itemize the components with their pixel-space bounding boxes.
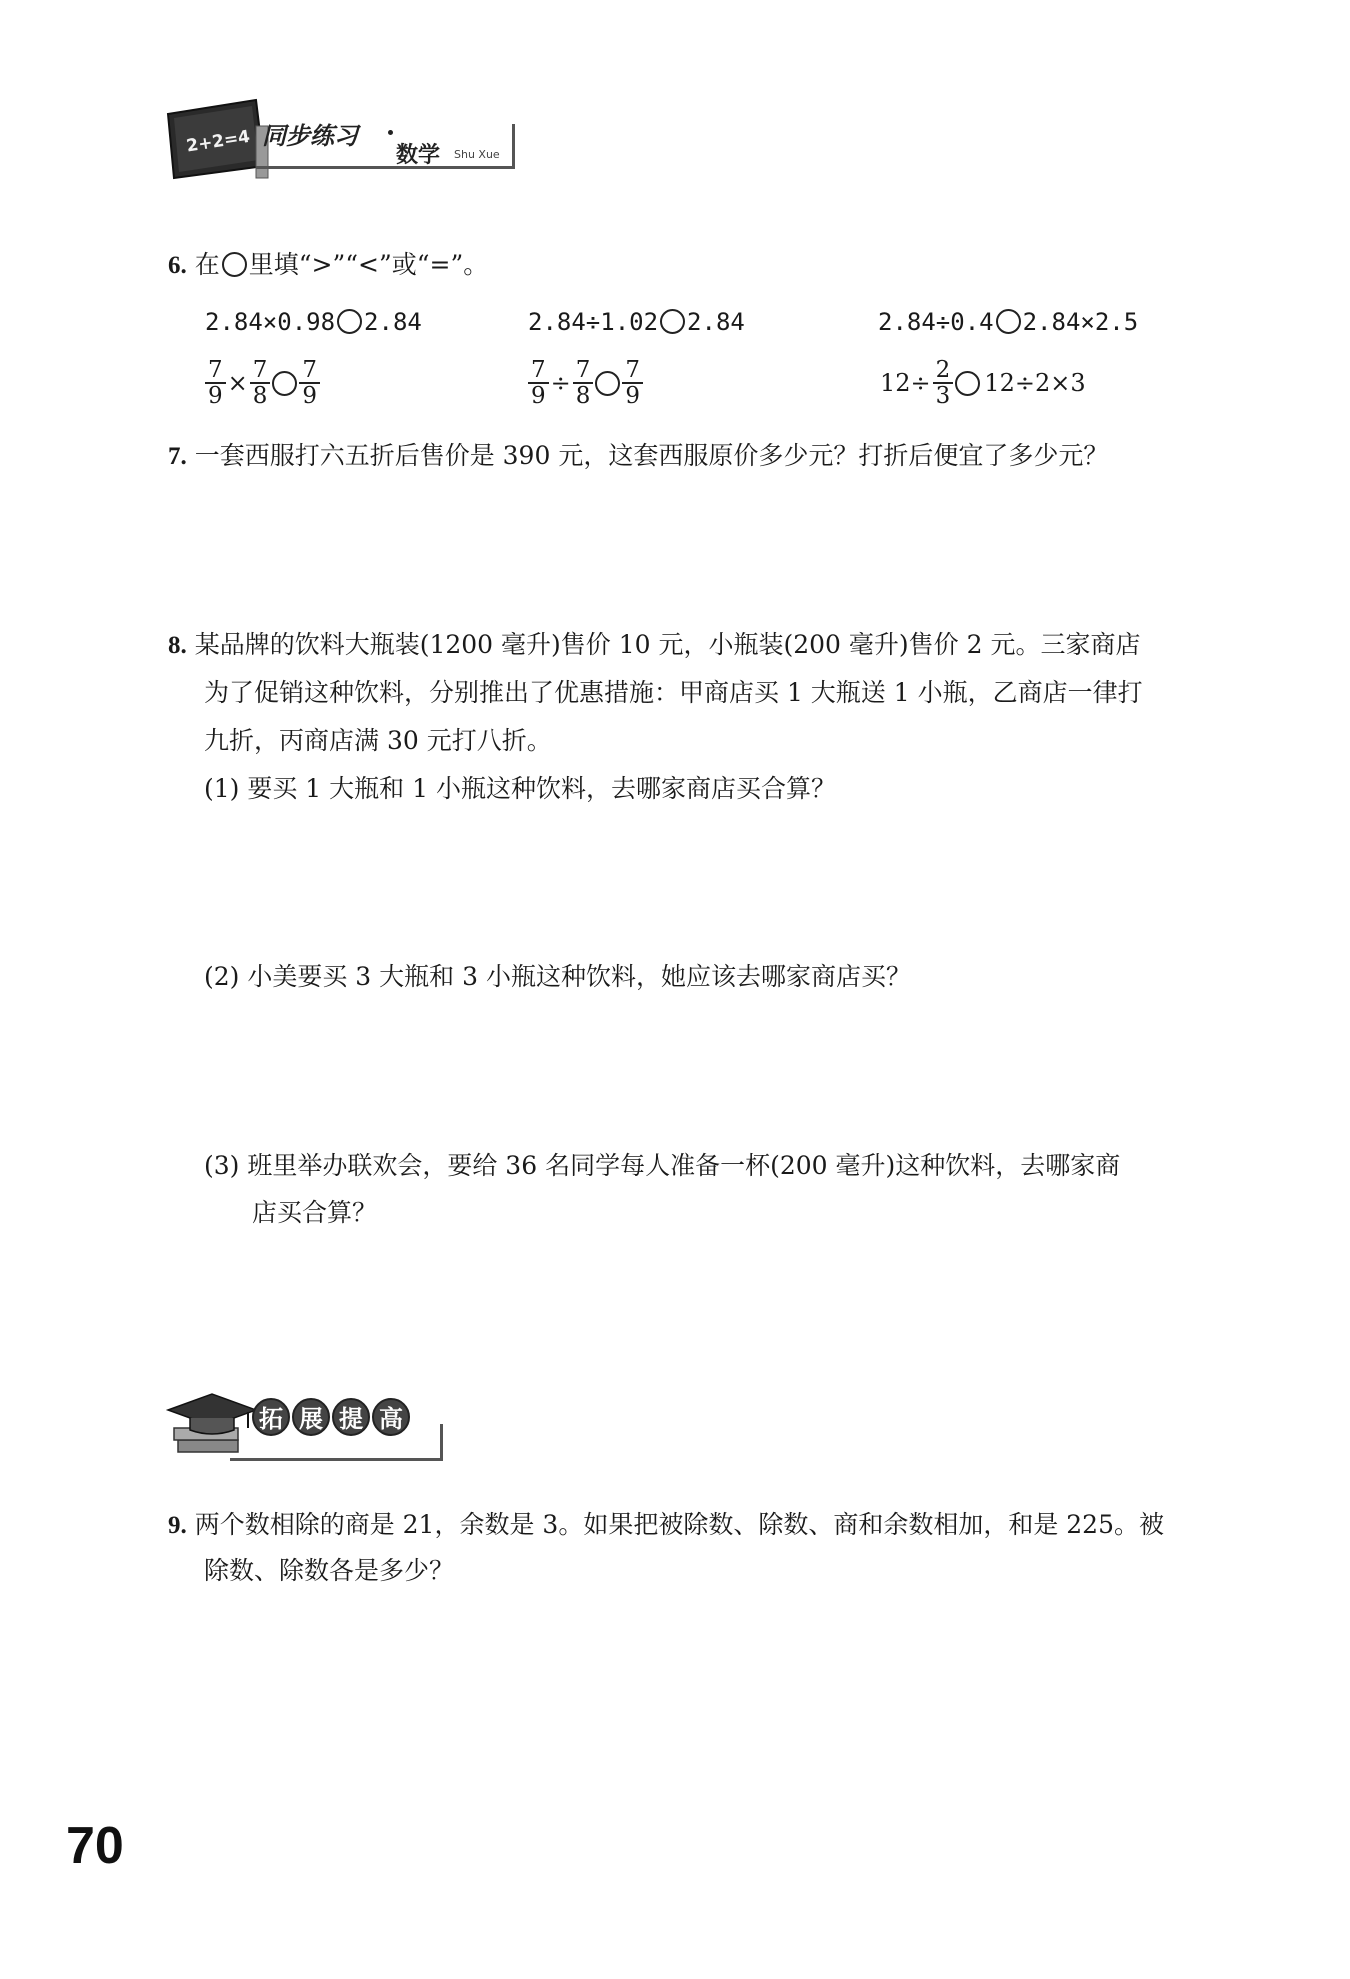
question-number: 9. bbox=[168, 1512, 187, 1539]
question-8-line2: 为了促销这种饮料，分别推出了优惠措施：甲商店买 1 大瓶送 1 小瓶，乙商店一律打 bbox=[204, 678, 1143, 707]
answer-circle[interactable] bbox=[272, 371, 297, 396]
fraction: $\frac{7}{9}$ bbox=[205, 358, 226, 408]
fraction: $\frac{2}{3}$ bbox=[933, 358, 954, 408]
expr-left: 12÷ bbox=[880, 369, 931, 398]
q6-row1-item2 bbox=[528, 309, 745, 334]
answer-circle[interactable] bbox=[595, 371, 620, 396]
fraction: $\frac{7}{9}$ bbox=[528, 358, 549, 408]
question-text-pre: 在 bbox=[194, 250, 220, 279]
question-6 bbox=[168, 252, 488, 278]
answer-circle[interactable] bbox=[660, 309, 685, 334]
fraction: $\frac{7}{9}$ bbox=[299, 358, 320, 408]
expr-right: 2.84×2.5 bbox=[1022, 308, 1139, 336]
q6-row2-item1 bbox=[205, 358, 320, 408]
fraction: $\frac{7}{8}$ bbox=[250, 358, 271, 408]
section-char: 高 bbox=[372, 1398, 410, 1436]
expr-left: 2.84÷1.02 bbox=[528, 308, 659, 336]
answer-circle[interactable] bbox=[337, 309, 362, 334]
question-number: 7. bbox=[168, 443, 187, 470]
fraction: $\frac{7}{8}$ bbox=[573, 358, 594, 408]
question-8-sub3-line1: (3) 班里举办联欢会，要给 36 名同学每人准备一杯(200 毫升)这种饮料，去哪家商 bbox=[204, 1151, 1121, 1180]
question-8-sub1: (1) 要买 1 大瓶和 1 小瓶这种饮料，去哪家商店买合算？ bbox=[204, 774, 836, 803]
section-char: 拓 bbox=[252, 1398, 290, 1436]
q6-row1-item3 bbox=[878, 309, 1138, 334]
q6-row2-item2 bbox=[528, 358, 643, 408]
question-9 bbox=[168, 1512, 1164, 1538]
answer-circle[interactable] bbox=[222, 252, 247, 277]
answer-circle[interactable] bbox=[955, 371, 980, 396]
expr-left: 2.84÷0.4 bbox=[878, 308, 994, 336]
header-dot bbox=[388, 130, 393, 135]
question-text: 一套西服打六五折后售价是 390 元，这套西服原价多少元？打折后便宜了多少元？ bbox=[194, 441, 1109, 470]
q6-row2-item3 bbox=[878, 358, 1088, 408]
section-char: 展 bbox=[292, 1398, 330, 1436]
header-subject: 数学 bbox=[396, 143, 441, 168]
operator: ÷ bbox=[550, 369, 571, 398]
expr-left: 2.84×0.98 bbox=[205, 308, 336, 336]
question-number: 8. bbox=[168, 632, 187, 659]
answer-circle[interactable] bbox=[996, 309, 1021, 334]
q6-row1-item1 bbox=[205, 309, 422, 334]
question-8-sub2: (2) 小美要买 3 大瓶和 3 小瓶这种饮料，她应该去哪家商店买？ bbox=[204, 962, 911, 991]
expr-right: 2.84 bbox=[687, 308, 745, 336]
header-pinyin: Shu Xue bbox=[454, 148, 500, 161]
section-title bbox=[252, 1398, 412, 1436]
header-banner bbox=[160, 96, 520, 180]
operator: × bbox=[227, 369, 248, 398]
question-8-sub3-line2: 店买合算？ bbox=[252, 1198, 378, 1227]
question-8 bbox=[168, 632, 1140, 658]
expr-right: 12÷2×3 bbox=[984, 369, 1086, 398]
page-number: 70 bbox=[66, 1817, 124, 1875]
fraction: $\frac{7}{9}$ bbox=[622, 358, 643, 408]
header-title: 同步练习 bbox=[262, 122, 358, 150]
blackboard-text: 2+2=4 bbox=[185, 126, 252, 157]
question-number: 6. bbox=[168, 252, 187, 279]
section-char: 提 bbox=[332, 1398, 370, 1436]
question-text-line1: 某品牌的饮料大瓶装(1200 毫升)售价 10 元，小瓶装(200 毫升)售价 2 元。三家商店 bbox=[194, 630, 1141, 659]
question-9-line2: 除数、除数各是多少？ bbox=[204, 1556, 455, 1585]
expr-right: 2.84 bbox=[364, 308, 422, 336]
question-text-line1: 两个数相除的商是 21，余数是 3。如果把被除数、除数、商和余数相加，和是 225。被 bbox=[194, 1510, 1164, 1539]
question-7 bbox=[168, 443, 1108, 469]
question-text-post: 里填“>”“<”或“=”。 bbox=[248, 250, 489, 279]
section-header-extension bbox=[160, 1388, 450, 1462]
question-8-line3: 九折，丙商店满 30 元打八折。 bbox=[204, 726, 552, 755]
